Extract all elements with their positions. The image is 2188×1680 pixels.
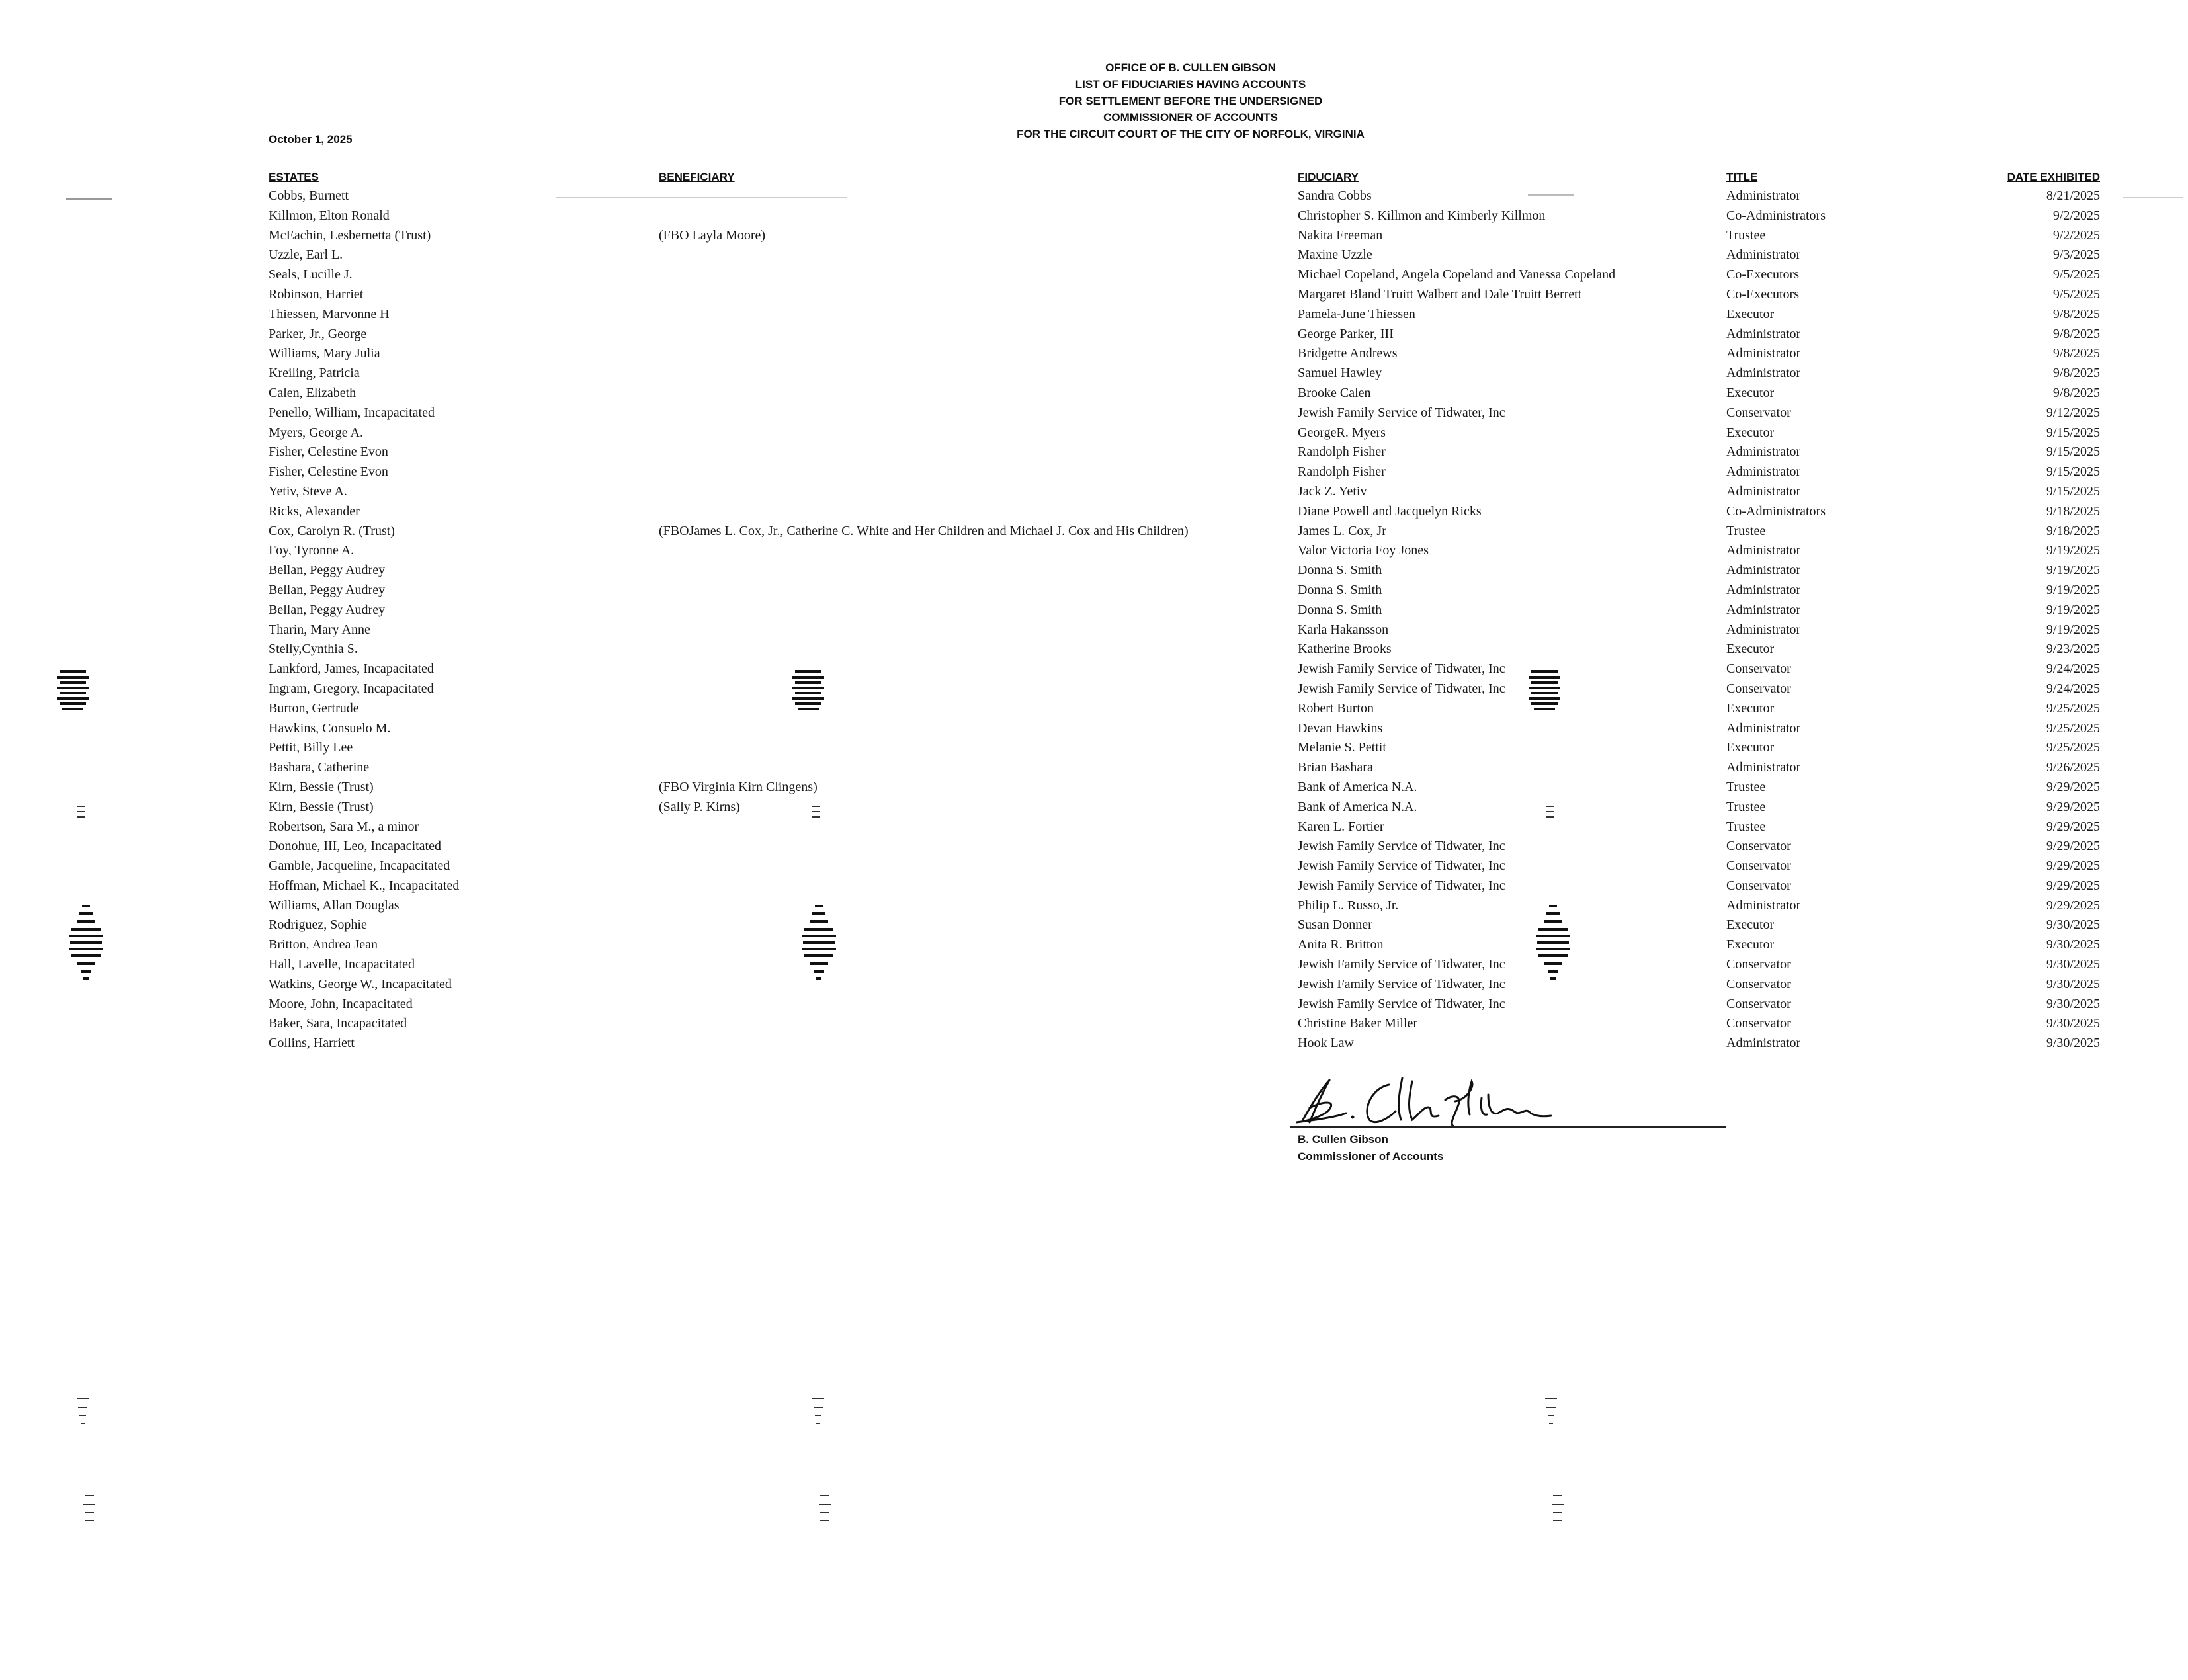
document-date: October 1, 2025: [269, 133, 353, 146]
date-exhibited-cell: 9/29/2025: [2046, 819, 2100, 834]
estate-cell: Bashara, Catherine: [269, 760, 370, 775]
fiduciary-cell: Nakita Freeman: [1298, 228, 1383, 243]
estate-cell: Ingram, Gregory, Incapacitated: [269, 681, 434, 696]
date-exhibited-cell: 9/29/2025: [2046, 859, 2100, 874]
document-header: [959, 60, 1422, 142]
estate-cell: Williams, Allan Douglas: [269, 898, 400, 913]
table-row: [0, 975, 2188, 995]
header-line-office: OFFICE OF B. CULLEN GIBSON: [1105, 62, 1276, 74]
title-cell: Administrator: [1726, 602, 1801, 617]
estate-cell: Hall, Lavelle, Incapacitated: [269, 957, 415, 972]
date-exhibited-cell: 9/15/2025: [2046, 425, 2100, 440]
table-row: [0, 679, 2188, 699]
estate-cell: Kirn, Bessie (Trust): [269, 799, 374, 814]
date-exhibited-cell: 9/15/2025: [2046, 444, 2100, 460]
date-exhibited-cell: 9/29/2025: [2046, 799, 2100, 814]
fiduciary-cell: Jewish Family Service of Tidwater, Inc: [1298, 976, 1505, 991]
scan-artifact: [74, 804, 87, 821]
table-row: [0, 482, 2188, 502]
table-row: [0, 896, 2188, 916]
date-exhibited-cell: 9/30/2025: [2046, 937, 2100, 952]
estate-cell: Cox, Carolyn R. (Trust): [269, 523, 395, 538]
column-header-beneficiary: BENEFICIARY: [659, 171, 735, 183]
estate-cell: Kreiling, Patricia: [269, 366, 360, 381]
date-exhibited-cell: 9/25/2025: [2046, 740, 2100, 755]
date-exhibited-cell: 9/25/2025: [2046, 700, 2100, 716]
table-row: [0, 758, 2188, 778]
table-row: [0, 995, 2188, 1015]
table-row: [0, 640, 2188, 659]
estate-cell: Williams, Mary Julia: [269, 346, 380, 361]
scan-artifact: [788, 668, 828, 714]
title-cell: Executor: [1726, 306, 1775, 321]
table-row: [0, 285, 2188, 305]
header-line-court: FOR THE CIRCUIT COURT OF THE CITY OF NORFOLK, VIRGINIA: [1017, 128, 1365, 140]
table-row: [0, 955, 2188, 975]
table-row: [0, 857, 2188, 876]
fiduciary-cell: Jewish Family Service of Tidwater, Inc: [1298, 681, 1505, 696]
title-cell: Co-Executors: [1726, 267, 1799, 282]
estate-cell: Bellan, Peggy Audrey: [269, 582, 386, 597]
title-cell: Conservator: [1726, 996, 1791, 1011]
date-exhibited-cell: 9/18/2025: [2046, 503, 2100, 519]
fiduciary-cell: Donna S. Smith: [1298, 563, 1382, 578]
table-row: [0, 462, 2188, 482]
fiduciary-cell: Anita R. Britton: [1298, 937, 1384, 952]
title-cell: Conservator: [1726, 878, 1791, 893]
date-exhibited-cell: 9/2/2025: [2052, 208, 2100, 223]
title-cell: Administrator: [1726, 563, 1801, 578]
estate-cell: Fisher, Celestine Evon: [269, 464, 388, 480]
header-line-commissioner: COMMISSIONER OF ACCOUNTS: [1103, 111, 1278, 124]
scan-artifact: [1541, 1396, 1561, 1429]
title-cell: Administrator: [1726, 346, 1801, 361]
title-cell: Executor: [1726, 937, 1775, 952]
title-cell: Executor: [1726, 425, 1775, 440]
date-exhibited-cell: 9/8/2025: [2052, 366, 2100, 381]
title-cell: Conservator: [1726, 405, 1791, 420]
signatory-title: Commissioner of Accounts: [1298, 1150, 1444, 1163]
fiduciary-cell: Donna S. Smith: [1298, 602, 1382, 617]
date-exhibited-cell: 9/26/2025: [2046, 760, 2100, 775]
fiduciary-cell: Donna S. Smith: [1298, 582, 1382, 597]
estate-cell: Thiessen, Marvonne H: [269, 306, 390, 321]
table-row: [0, 245, 2188, 265]
table-row: [0, 325, 2188, 345]
column-header-date-exhibited: DATE EXHIBITED: [2007, 171, 2100, 183]
fiduciary-table: [0, 187, 2188, 1054]
table-row: [0, 1014, 2188, 1034]
title-cell: Administrator: [1726, 444, 1801, 460]
estate-cell: Stelly,Cynthia S.: [269, 642, 358, 657]
scan-artifact: [810, 804, 823, 821]
estate-cell: Burton, Gertrude: [269, 700, 359, 716]
column-header-estates: ESTATES: [269, 171, 319, 183]
table-row: [0, 206, 2188, 226]
scan-artifact: [73, 1396, 93, 1429]
title-cell: Conservator: [1726, 1016, 1791, 1031]
estate-cell: Penello, William, Incapacitated: [269, 405, 435, 420]
date-exhibited-cell: 9/5/2025: [2052, 267, 2100, 282]
fiduciary-cell: GeorgeR. Myers: [1298, 425, 1386, 440]
table-row: [0, 719, 2188, 739]
estate-cell: Yetiv, Steve A.: [269, 483, 347, 499]
scan-artifact: [799, 903, 839, 982]
fiduciary-cell: Melanie S. Pettit: [1298, 740, 1386, 755]
fiduciary-cell: James L. Cox, Jr: [1298, 523, 1386, 538]
date-exhibited-cell: 9/24/2025: [2046, 661, 2100, 677]
date-exhibited-cell: 9/30/2025: [2046, 996, 2100, 1011]
title-cell: Conservator: [1726, 957, 1791, 972]
date-exhibited-cell: 9/15/2025: [2046, 483, 2100, 499]
estate-cell: Parker, Jr., George: [269, 326, 367, 341]
date-exhibited-cell: 9/30/2025: [2046, 1036, 2100, 1051]
fiduciary-cell: Randolph Fisher: [1298, 464, 1386, 480]
date-exhibited-cell: 9/3/2025: [2052, 247, 2100, 263]
table-row: [0, 738, 2188, 758]
table-row: [0, 561, 2188, 581]
handwritten-signature: [1290, 1068, 1568, 1128]
fiduciary-cell: Hook Law: [1298, 1036, 1354, 1051]
fiduciary-cell: Margaret Bland Truitt Walbert and Dale Truitt Berrett: [1298, 286, 1582, 302]
fiduciary-cell: Bridgette Andrews: [1298, 346, 1398, 361]
header-line-settlement: FOR SETTLEMENT BEFORE THE UNDERSIGNED: [1058, 95, 1323, 107]
scan-artifact: [1525, 668, 1564, 714]
date-exhibited-cell: 9/8/2025: [2052, 306, 2100, 321]
date-exhibited-cell: 9/19/2025: [2046, 602, 2100, 617]
signatory-name: B. Cullen Gibson: [1298, 1133, 1388, 1146]
fiduciary-cell: George Parker, III: [1298, 326, 1394, 341]
date-exhibited-cell: 9/12/2025: [2046, 405, 2100, 420]
title-cell: Administrator: [1726, 1036, 1801, 1051]
table-row: [0, 423, 2188, 443]
date-exhibited-cell: 8/21/2025: [2046, 189, 2100, 203]
date-exhibited-cell: 9/30/2025: [2046, 957, 2100, 972]
title-cell: Conservator: [1726, 661, 1791, 677]
date-exhibited-cell: 9/23/2025: [2046, 642, 2100, 657]
title-cell: Executor: [1726, 700, 1775, 716]
estate-cell: Moore, John, Incapacitated: [269, 996, 413, 1011]
title-cell: Administrator: [1726, 464, 1801, 480]
table-row: [0, 541, 2188, 561]
title-cell: Administrator: [1726, 543, 1801, 558]
title-cell: Co-Administrators: [1726, 503, 1826, 519]
table-row: [0, 384, 2188, 403]
estate-cell: Myers, George A.: [269, 425, 363, 440]
table-row: [0, 364, 2188, 384]
fiduciary-cell: Jewish Family Service of Tidwater, Inc: [1298, 996, 1505, 1011]
estate-cell: Bellan, Peggy Audrey: [269, 602, 386, 617]
fiduciary-cell: Maxine Uzzle: [1298, 247, 1372, 263]
estate-cell: Hoffman, Michael K., Incapacitated: [269, 878, 460, 893]
fiduciary-cell: Bank of America N.A.: [1298, 799, 1417, 814]
date-exhibited-cell: 9/2/2025: [2052, 228, 2100, 243]
scan-artifact: [2123, 197, 2183, 198]
date-exhibited-cell: 9/29/2025: [2046, 779, 2100, 794]
fiduciary-cell: Michael Copeland, Angela Copeland and Vanessa Copeland: [1298, 267, 1616, 282]
beneficiary-cell: (Sally P. Kirns): [659, 799, 740, 814]
title-cell: Executor: [1726, 642, 1775, 657]
scan-artifact: [81, 1491, 98, 1525]
table-row: [0, 837, 2188, 857]
table-row: [0, 403, 2188, 423]
fiduciary-cell: Brian Bashara: [1298, 760, 1373, 775]
fiduciary-cell: Randolph Fisher: [1298, 444, 1386, 460]
table-row: [0, 502, 2188, 522]
date-exhibited-cell: 9/15/2025: [2046, 464, 2100, 480]
estate-cell: McEachin, Lesbernetta (Trust): [269, 228, 431, 243]
table-row: [0, 659, 2188, 679]
title-cell: Trustee: [1726, 819, 1766, 834]
fiduciary-cell: Jewish Family Service of Tidwater, Inc: [1298, 839, 1505, 854]
signature-line: [1290, 1126, 1726, 1128]
table-row: [0, 699, 2188, 719]
fiduciary-cell: Karla Hakansson: [1298, 622, 1389, 637]
title-cell: Executor: [1726, 385, 1775, 400]
title-cell: Co-Administrators: [1726, 208, 1826, 223]
estate-cell: Gamble, Jacqueline, Incapacitated: [269, 859, 450, 874]
title-cell: Executor: [1726, 917, 1775, 933]
fiduciary-cell: Pamela-June Thiessen: [1298, 306, 1415, 321]
title-cell: Administrator: [1726, 189, 1801, 203]
estate-cell: Robinson, Harriet: [269, 286, 364, 302]
estate-cell: Fisher, Celestine Evon: [269, 444, 388, 460]
table-row: [0, 187, 2188, 206]
beneficiary-cell: (FBOJames L. Cox, Jr., Catherine C. White and Her Children and Michael J. Cox and His Children): [659, 523, 1189, 538]
title-cell: Conservator: [1726, 976, 1791, 991]
date-exhibited-cell: 9/19/2025: [2046, 563, 2100, 578]
date-exhibited-cell: 9/19/2025: [2046, 543, 2100, 558]
title-cell: Conservator: [1726, 839, 1791, 854]
title-cell: Conservator: [1726, 859, 1791, 874]
date-exhibited-cell: 9/19/2025: [2046, 622, 2100, 637]
title-cell: Administrator: [1726, 483, 1801, 499]
scan-artifact: [1533, 903, 1573, 982]
fiduciary-cell: Jewish Family Service of Tidwater, Inc: [1298, 957, 1505, 972]
fiduciary-cell: Bank of America N.A.: [1298, 779, 1417, 794]
title-cell: Trustee: [1726, 523, 1766, 538]
title-cell: Executor: [1726, 740, 1775, 755]
date-exhibited-cell: 9/30/2025: [2046, 1016, 2100, 1031]
fiduciary-cell: Christine Baker Miller: [1298, 1016, 1418, 1031]
estate-cell: Lankford, James, Incapacitated: [269, 661, 434, 677]
table-row: [0, 226, 2188, 246]
date-exhibited-cell: 9/25/2025: [2046, 720, 2100, 735]
fiduciary-cell: Diane Powell and Jacquelyn Ricks: [1298, 503, 1482, 519]
estate-cell: Baker, Sara, Incapacitated: [269, 1016, 407, 1031]
estate-cell: Pettit, Billy Lee: [269, 740, 353, 755]
table-row: [0, 818, 2188, 837]
table-row: [0, 344, 2188, 364]
fiduciary-cell: Christopher S. Killmon and Kimberly Killmon: [1298, 208, 1546, 223]
title-cell: Administrator: [1726, 247, 1801, 263]
fiduciary-cell: Sandra Cobbs: [1298, 189, 1372, 203]
estate-cell: Hawkins, Consuelo M.: [269, 720, 391, 735]
estate-cell: Collins, Harriett: [269, 1036, 355, 1051]
fiduciary-cell: Jewish Family Service of Tidwater, Inc: [1298, 859, 1505, 874]
table-row: [0, 620, 2188, 640]
title-cell: Administrator: [1726, 366, 1801, 381]
scan-artifact: [1544, 804, 1557, 821]
beneficiary-cell: (FBO Layla Moore): [659, 228, 766, 243]
estate-cell: Kirn, Bessie (Trust): [269, 779, 374, 794]
estate-cell: Britton, Andrea Jean: [269, 937, 378, 952]
fiduciary-cell: Jewish Family Service of Tidwater, Inc: [1298, 405, 1505, 420]
table-row: [0, 305, 2188, 325]
date-exhibited-cell: 9/8/2025: [2052, 385, 2100, 400]
date-exhibited-cell: 9/18/2025: [2046, 523, 2100, 538]
estate-cell: Watkins, George W., Incapacitated: [269, 976, 452, 991]
fiduciary-cell: Brooke Calen: [1298, 385, 1371, 400]
scan-artifact: [816, 1491, 833, 1525]
estate-cell: Foy, Tyronne A.: [269, 543, 355, 558]
title-cell: Conservator: [1726, 681, 1791, 696]
date-exhibited-cell: 9/30/2025: [2046, 917, 2100, 933]
estate-cell: Rodriguez, Sophie: [269, 917, 367, 933]
scan-artifact: [556, 197, 847, 198]
title-cell: Trustee: [1726, 799, 1766, 814]
column-header-title: TITLE: [1726, 171, 1758, 183]
date-exhibited-cell: 9/19/2025: [2046, 582, 2100, 597]
estate-cell: Seals, Lucille J.: [269, 267, 353, 282]
estate-cell: Robertson, Sara M., a minor: [269, 819, 419, 834]
estate-cell: Ricks, Alexander: [269, 503, 360, 519]
title-cell: Administrator: [1726, 622, 1801, 637]
fiduciary-cell: Jewish Family Service of Tidwater, Inc: [1298, 878, 1505, 893]
estate-cell: Bellan, Peggy Audrey: [269, 563, 386, 578]
date-exhibited-cell: 9/29/2025: [2046, 898, 2100, 913]
fiduciary-cell: Susan Donner: [1298, 917, 1372, 933]
scan-artifact: [66, 198, 112, 200]
table-row: [0, 778, 2188, 798]
title-cell: Administrator: [1726, 582, 1801, 597]
title-cell: Administrator: [1726, 898, 1801, 913]
scan-artifact: [808, 1396, 828, 1429]
estate-cell: Cobbs, Burnett: [269, 189, 349, 203]
header-line-list: LIST OF FIDUCIARIES HAVING ACCOUNTS: [1075, 78, 1306, 91]
fiduciary-cell: Jack Z. Yetiv: [1298, 483, 1367, 499]
title-cell: Administrator: [1726, 760, 1801, 775]
date-exhibited-cell: 9/8/2025: [2052, 346, 2100, 361]
fiduciary-cell: Karen L. Fortier: [1298, 819, 1384, 834]
scan-artifact: [1549, 1491, 1566, 1525]
date-exhibited-cell: 9/30/2025: [2046, 976, 2100, 991]
table-row: [0, 876, 2188, 896]
fiduciary-cell: Jewish Family Service of Tidwater, Inc: [1298, 661, 1505, 677]
title-cell: Administrator: [1726, 326, 1801, 341]
table-row: [0, 798, 2188, 818]
fiduciary-cell: Valor Victoria Foy Jones: [1298, 543, 1429, 558]
title-cell: Administrator: [1726, 720, 1801, 735]
scan-artifact: [1528, 194, 1574, 196]
date-exhibited-cell: 9/29/2025: [2046, 878, 2100, 893]
fiduciary-cell: Devan Hawkins: [1298, 720, 1383, 735]
date-exhibited-cell: 9/29/2025: [2046, 839, 2100, 854]
estate-cell: Uzzle, Earl L.: [269, 247, 343, 263]
estate-cell: Tharin, Mary Anne: [269, 622, 370, 637]
table-row: [0, 522, 2188, 542]
estate-cell: Calen, Elizabeth: [269, 385, 357, 400]
date-exhibited-cell: 9/5/2025: [2052, 286, 2100, 302]
fiduciary-cell: Samuel Hawley: [1298, 366, 1382, 381]
table-row: [0, 1034, 2188, 1054]
table-row: [0, 601, 2188, 620]
table-row: [0, 935, 2188, 955]
table-row: [0, 581, 2188, 601]
table-row: [0, 265, 2188, 285]
fiduciary-cell: Katherine Brooks: [1298, 642, 1392, 657]
scan-artifact: [66, 903, 106, 982]
estate-cell: Killmon, Elton Ronald: [269, 208, 390, 223]
date-exhibited-cell: 9/24/2025: [2046, 681, 2100, 696]
table-row: [0, 442, 2188, 462]
fiduciary-cell: Philip L. Russo, Jr.: [1298, 898, 1399, 913]
date-exhibited-cell: 9/8/2025: [2052, 326, 2100, 341]
title-cell: Trustee: [1726, 228, 1766, 243]
scan-artifact: [53, 668, 93, 714]
title-cell: Co-Executors: [1726, 286, 1799, 302]
estate-cell: Donohue, III, Leo, Incapacitated: [269, 839, 441, 854]
table-row: [0, 915, 2188, 935]
beneficiary-cell: (FBO Virginia Kirn Clingens): [659, 779, 818, 794]
title-cell: Trustee: [1726, 779, 1766, 794]
column-header-fiduciary: FIDUCIARY: [1298, 171, 1359, 183]
fiduciary-cell: Robert Burton: [1298, 700, 1374, 716]
